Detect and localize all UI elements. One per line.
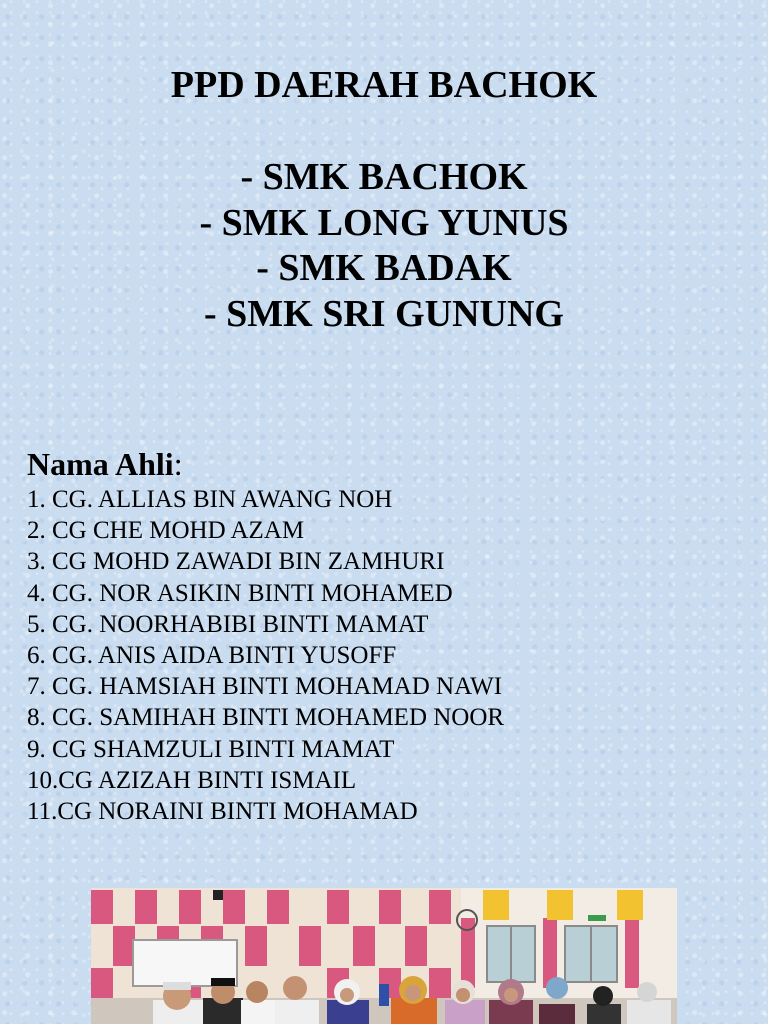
member-item: 4. CG. NOR ASIKIN BINTI MOHAMED: [27, 579, 453, 607]
member-item: 2. CG CHE MOHD AZAM: [27, 517, 305, 545]
school-item: - SMK BADAK: [256, 247, 512, 289]
group-photo: [91, 888, 677, 1024]
members-list: [27, 484, 504, 827]
school-list: [0, 155, 768, 337]
page-title: PPD DAERAH BACHOK: [170, 64, 598, 106]
school-item: - SMK LONG YUNUS: [199, 201, 569, 244]
member-item: 7. CG. HAMSIAH BINTI MOHAMAD NAWI: [27, 673, 503, 701]
members-heading: [27, 444, 183, 484]
member-item: 1. CG. ALLIAS BIN AWANG NOH: [27, 486, 393, 513]
member-item: 10.CG AZIZAH BINTI ISMAIL: [27, 766, 357, 794]
school-item: - SMK BACHOK: [240, 156, 528, 198]
member-item: 11.CG NORAINI BINTI MOHAMAD: [27, 798, 418, 826]
member-item: 3. CG MOHD ZAWADI BIN ZAMHURI: [27, 548, 445, 576]
member-item: 9. CG SHAMZULI BINTI MAMAT: [27, 735, 395, 763]
member-item: 8. CG. SAMIHAH BINTI MOHAMED NOOR: [27, 704, 505, 732]
members-heading-colon: :: [173, 446, 183, 482]
group-photo-illustration: [91, 888, 677, 1024]
member-item: 5. CG. NOORHABIBI BINTI MAMAT: [27, 610, 429, 638]
member-item: 6. CG. ANIS AIDA BINTI YUSOFF: [27, 642, 397, 670]
members-heading-label: Nama Ahli: [27, 446, 174, 482]
school-item: - SMK SRI GUNUNG: [204, 292, 564, 335]
